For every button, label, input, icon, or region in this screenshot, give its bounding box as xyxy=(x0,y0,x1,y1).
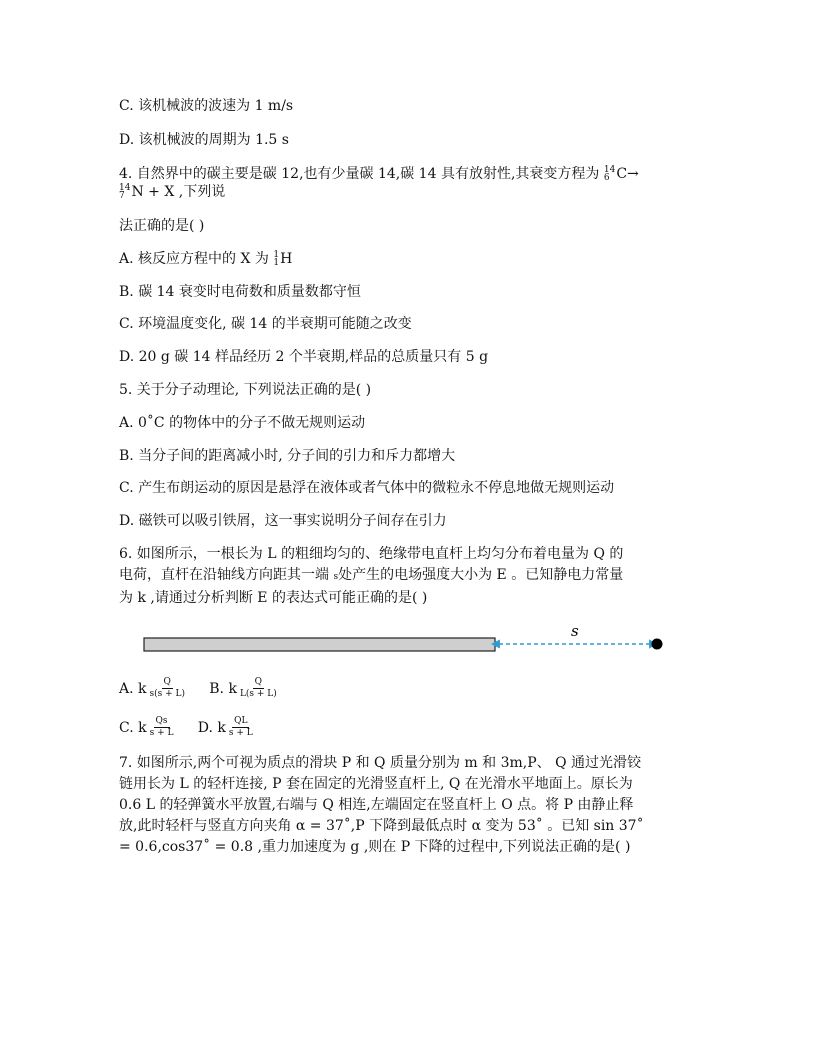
q5-option-a: A. 0˚C 的物体中的分子不做无规则运动 xyxy=(119,415,366,431)
q4-option-c: C. 环境温度变化, 碳 14 的半衰期可能随之改变 xyxy=(119,316,412,332)
q3-option-d: D. 该机械波的周期为 1.5 s xyxy=(119,132,289,148)
q6-options-row1 xyxy=(119,677,279,700)
q5-option-b: B. 当分子间的距离减小时, 分子间的引力和斥力都增大 xyxy=(119,448,456,464)
question-5-stem: 5. 关于分子动理论, 下列说法正确的是( ) xyxy=(119,382,372,398)
field-point xyxy=(652,639,663,650)
q6-option-b: B. k $\frac{Q}{L(s + L)}$ xyxy=(209,677,277,699)
carbon-nuclide-numbers: 14 6 xyxy=(603,165,616,183)
q5-option-d: D. 磁铁可以吸引铁屑，这一事实说明分子间存在引力 xyxy=(119,513,447,529)
question-7-stem: 7. 如图所示,两个可视为质点的滑块 P 和 Q 质量分别为 m 和 3m,P、 Q 通过光滑铰 链用长为 L 的轻杆连接, P 套在固定的光滑竖直杆上, Q 在光滑水平地面上。原长为 0.6 L 的轻弹簧水平放置,右端与 Q 相连,左端固定在竖直杆上 O 点。将 P 由静止释 放,此时轻杆与竖直方向夹角 α = 37˚,P 下降到最低点时 α 变为 53˚ 。已知 sin 37˚ = 0.6,cos37˚ = 0.8 ,重力加速度为 g ,则在 P 下降的过程中,下列说法正确的是( ) xyxy=(119,755,644,855)
question-4-stem: 4. 自然界中的碳主要是碳 12,也有少量碳 14,碳 14 具有放射性,其衰变方程为 14 6 C→ xyxy=(119,165,639,183)
charged-rod xyxy=(144,638,495,651)
q6-option-c: C. k $\frac{Qs}{s + L}$ xyxy=(119,716,174,738)
nitrogen-nuclide-numbers: 14 7 xyxy=(119,183,131,201)
q6-option-d: D. k $\frac{QL}{s + L}$ xyxy=(197,716,253,738)
q4-option-d: D. 20 g 碳 14 样品经历 2 个半衰期,样品的总质量只有 5 g xyxy=(119,349,489,365)
question-4-stem-line2: 14 7 N + X ,下列说 xyxy=(119,183,226,201)
distance-label: s xyxy=(571,622,579,640)
q5-option-c: C. 产生布朗运动的原因是悬浮在液体或者气体中的微粒永不停息地做无规则运动 xyxy=(119,480,615,496)
question-6-stem: 6. 如图所示，一根长为 L 的粗细均匀的、绝缘带电直杆上均匀分布着电量为 Q 的 电荷，直杆在沿轴线方向距其一端 s处产生的电场强度大小为 E 。已知静电力常量 为 k ,请通过分析判断 E 的表达式可能正确的是( ) xyxy=(119,546,624,606)
q3-option-c: C. 该机械波的波速为 1 m/s xyxy=(119,98,294,114)
q6-options-row2 xyxy=(119,716,255,739)
question-4-stem-line3: 法正确的是( ) xyxy=(119,218,205,234)
charged-rod-figure xyxy=(130,620,690,660)
q4-option-a: A. 核反应方程中的 X 为 1 1 H xyxy=(119,250,293,268)
q6-option-a: A. k $\frac{Q}{s(s + L)}$ xyxy=(119,677,185,699)
q4-option-b: B. 碳 14 衰变时电荷数和质量数都守恒 xyxy=(119,284,361,300)
